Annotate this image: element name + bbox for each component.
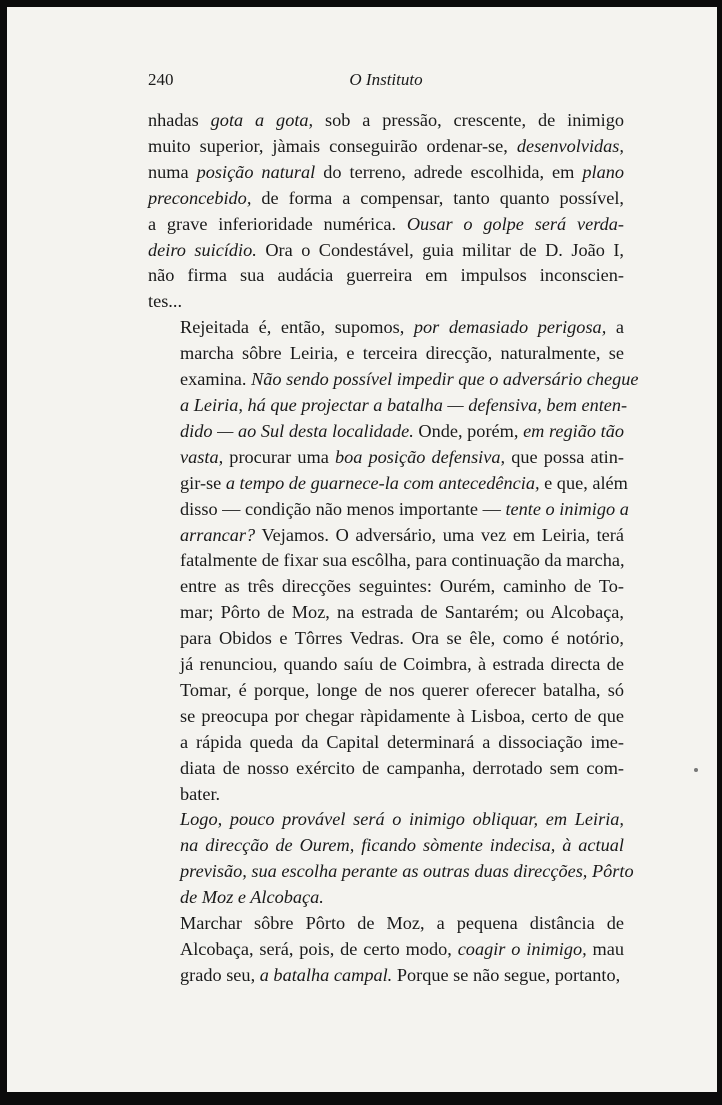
page-number: 240: [148, 70, 174, 89]
ink-spot: [694, 768, 698, 772]
text-line: [148, 315, 624, 341]
italic-run: previsão, sua escolha perante as outras duas direcções, Pôrto: [180, 861, 634, 882]
text-line: [148, 833, 624, 859]
page-header: [148, 70, 624, 94]
text-run: mau: [586, 939, 624, 959]
text-line: [148, 341, 624, 367]
text-line: [148, 497, 629, 523]
text-line: [148, 859, 634, 885]
text-run: disso — condição não menos importante —: [180, 498, 506, 519]
italic-run: a Leiria, há que projectar a batalha — defensiva, bem enten-: [180, 394, 628, 415]
italic-run: de Moz e Alcobaça.: [180, 887, 324, 908]
italic-run: boa posição defensiva,: [334, 446, 506, 467]
text-line: [148, 574, 624, 600]
text-line: [148, 108, 624, 134]
text-run: sob a pressão, crescente, de inimigo: [313, 110, 624, 130]
italic-run: deiro suicídio.: [148, 239, 257, 260]
text-run: nhadas: [148, 110, 211, 130]
text-run: já renunciou, quando saíu de Coimbra, à estrada directa de: [180, 654, 624, 675]
text-run: Ora o Condestável, guia militar de D. João I,: [256, 239, 624, 260]
text-line: [148, 186, 624, 212]
text-line: [148, 160, 624, 186]
text-line: [148, 471, 628, 497]
italic-run: Não sendo possível impedir que o adversário chegue: [251, 369, 639, 390]
text-run: numa: [148, 161, 197, 182]
italic-run: na direcção de Ourem, ficando sòmente indecisa, à actual: [180, 835, 624, 856]
text-run: bater.: [180, 783, 221, 804]
text-run: Marchar sôbre Pôrto de Moz, a pequena distância de: [180, 913, 624, 934]
italic-run: a tempo de guarnece-la com antecedência,: [225, 472, 540, 493]
italic-run: Logo, pouco provável será o inimigo obliquar, em Leiria,: [180, 809, 624, 830]
text-run: gir-se: [180, 472, 226, 493]
text-line: [148, 678, 624, 704]
text-run: Rejeitada é, então, supomos,: [180, 317, 414, 338]
italic-run: Ousar o golpe será verda-: [406, 213, 624, 234]
text-run: que possa atin-: [505, 446, 624, 467]
text-run: se preocupa por chegar ràpidamente à Lisboa, certo de que: [180, 705, 624, 726]
italic-run: em região tão: [523, 420, 625, 441]
text-line: [148, 911, 624, 937]
text-line: [148, 652, 624, 678]
paragraph-3: [148, 807, 634, 911]
text-run: de forma a compensar, tanto quanto possível,: [251, 187, 624, 208]
italic-run: desenvolvidas,: [516, 135, 624, 156]
text-run: Alcobaça, será, pois, de certo modo,: [180, 939, 458, 959]
text-run: a grave inferioridade numérica.: [148, 213, 407, 234]
italic-run: plano: [582, 161, 625, 182]
text-run: do terreno, adrede escolhida, em: [315, 161, 583, 182]
text-run: a: [606, 317, 625, 338]
text-line: [148, 445, 624, 471]
text-run: entre as três direcções seguintes: Ourém, caminho de To-: [180, 576, 624, 597]
text-line: [148, 393, 628, 419]
text-run: examina.: [180, 369, 252, 390]
text-run: procurar uma: [223, 446, 335, 467]
text-line: [148, 885, 624, 911]
italic-run: gota a gota,: [210, 110, 314, 130]
italic-run: arrancar?: [180, 524, 256, 545]
text-run: tes...: [148, 291, 183, 312]
text-line: [148, 626, 624, 652]
text-line: [148, 263, 624, 289]
text-line: [148, 419, 624, 445]
body-text: [148, 108, 639, 989]
text-run: a rápida queda da Capital determinará a dissociação ime-: [180, 731, 624, 752]
paragraph-2: [148, 315, 639, 807]
text-line: [148, 807, 624, 833]
running-title: O Instituto: [349, 70, 423, 89]
text-run: Tomar, é porque, longe de nos querer oferecer batalha, só: [180, 679, 624, 700]
text-line: [148, 367, 639, 393]
text-line: [148, 523, 624, 549]
italic-run: dido — ao Sul desta localidade.: [180, 420, 414, 441]
text-run: para Obidos e Tôrres Vedras. Ora se êle, como é notório,: [180, 628, 624, 649]
text-line: [148, 134, 624, 160]
text-run: marcha sôbre Leiria, e terceira direcção, naturalmente, se: [180, 343, 624, 364]
text-line: [148, 937, 624, 963]
text-run: mar; Pôrto de Moz, na estrada de Santarém; ou Alcobaça,: [180, 602, 624, 623]
text-line: [148, 704, 624, 730]
text-run: grado seu,: [180, 964, 260, 985]
text-run: Onde, porém,: [413, 420, 524, 441]
italic-run: por demasiado perigosa,: [413, 317, 607, 338]
italic-run: vasta,: [180, 446, 224, 467]
text-run: diata de nosso exército de campanha, derrotado sem com-: [180, 757, 624, 778]
text-line: [148, 782, 624, 808]
text-line: [148, 963, 624, 989]
text-line: [148, 238, 624, 264]
text-run: fatalmente de fixar sua escôlha, para continuação da marcha,: [180, 550, 625, 571]
italic-run: posição natural: [196, 161, 316, 182]
italic-run: a batalha campal.: [259, 964, 393, 985]
text-line: [148, 730, 624, 756]
text-line: [148, 548, 624, 574]
text-line: [148, 289, 624, 315]
text-run: e que, além: [539, 472, 628, 493]
paragraph-4: [148, 911, 624, 989]
italic-run: tente o inimigo a: [505, 498, 629, 519]
paragraph-1: [148, 108, 624, 315]
text-run: Porque se não segue, portanto,: [392, 964, 621, 985]
italic-run: coagir o inimigo,: [457, 939, 587, 959]
text-line: [148, 600, 624, 626]
text-line: [148, 756, 624, 782]
text-run: muito superior, jàmais conseguirão ordenar-se,: [148, 135, 517, 156]
text-run: não firma sua audácia guerreira em impulsos inconscien-: [148, 265, 624, 286]
text-line: [148, 212, 624, 238]
italic-run: preconcebido,: [148, 187, 252, 208]
text-run: Vejamos. O adversário, uma vez em Leiria, terá: [255, 524, 624, 545]
